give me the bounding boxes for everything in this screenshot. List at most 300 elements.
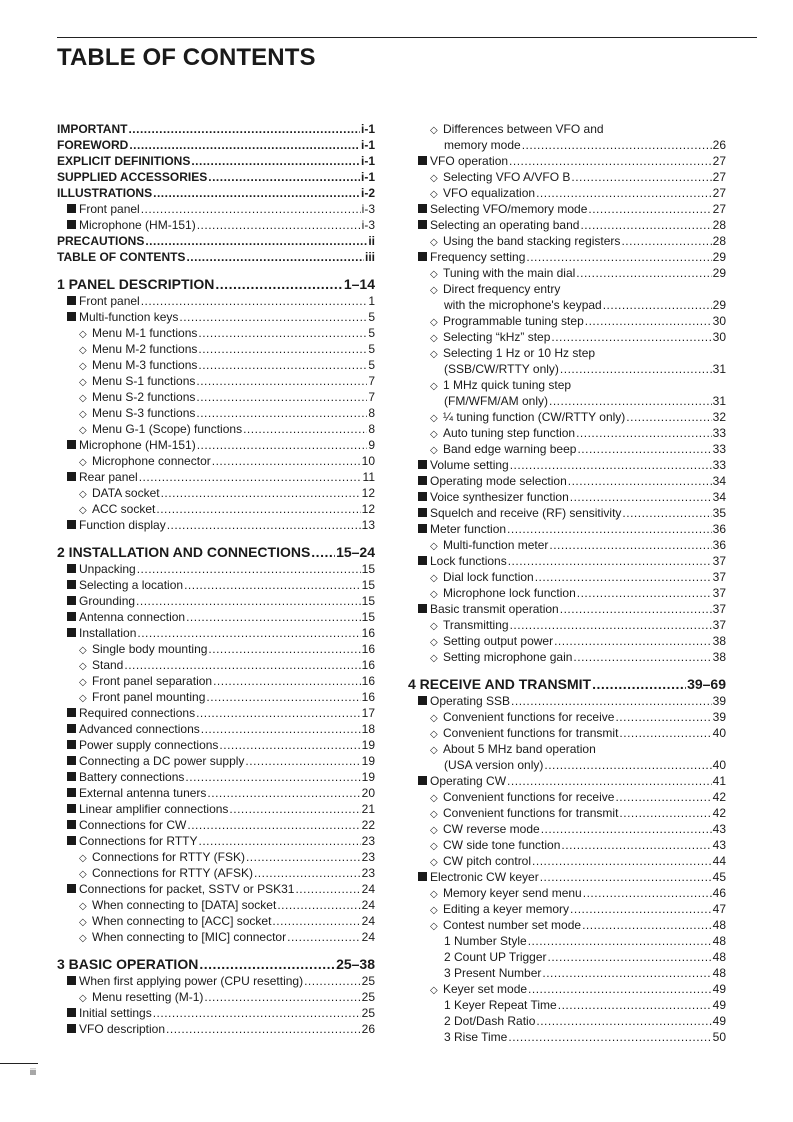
toc-entry-section[interactable] — [57, 817, 375, 833]
toc-entry-section[interactable] — [408, 553, 726, 569]
toc-entry-section[interactable] — [408, 601, 726, 617]
toc-entry-label: Linear amplifier connections — [79, 802, 229, 816]
dot-leader — [243, 421, 367, 437]
toc-entry-label: Connections for CW — [79, 818, 187, 832]
toc-entry-main[interactable] — [57, 185, 375, 201]
toc-entry-subsection[interactable] — [408, 837, 726, 853]
diamond-bullet-icon: ◇ — [79, 917, 87, 928]
toc-entry-subsection[interactable] — [408, 725, 726, 741]
dot-leader — [561, 837, 711, 853]
dot-leader — [245, 753, 360, 769]
toc-entry-label: Microphone (HM-151) — [79, 438, 196, 452]
toc-entry-continuation[interactable] — [408, 757, 726, 773]
toc-entry-section[interactable] — [57, 517, 375, 533]
toc-entry-label: VFO operation — [430, 154, 509, 168]
toc-entry-section[interactable] — [408, 153, 726, 169]
toc-entry-label: When connecting to [ACC] socket — [92, 914, 272, 928]
dot-leader — [560, 361, 712, 377]
dot-leader — [526, 249, 711, 265]
toc-entry-label: 1 PANEL DESCRIPTION — [57, 276, 215, 292]
toc-page-number: 19 — [361, 770, 375, 784]
diamond-bullet-icon: ◇ — [430, 589, 438, 600]
toc-entry-label: Menu S-1 functions — [92, 374, 196, 388]
toc-entry-subsection[interactable] — [57, 405, 375, 421]
toc-entry-label: Meter function — [430, 522, 507, 536]
toc-entry-section[interactable] — [57, 217, 375, 233]
toc-entry-subsection[interactable] — [57, 421, 375, 437]
toc-entry-section[interactable] — [57, 1005, 375, 1021]
toc-entry-label: Selecting 1 Hz or 10 Hz step — [443, 346, 596, 360]
square-bullet-icon — [67, 204, 76, 213]
toc-entry-subsection[interactable] — [408, 917, 726, 933]
toc-entry-main[interactable] — [57, 169, 375, 185]
toc-page-number: 18 — [361, 722, 375, 736]
toc-entry-label: VFO description — [79, 1022, 166, 1036]
toc-entry-label: Transmitting — [443, 618, 509, 632]
toc-page-number: 23 — [361, 834, 375, 848]
toc-column-left — [57, 121, 375, 1037]
toc-entry-subsection[interactable] — [408, 741, 726, 757]
toc-entry-label: 3 Rise Time — [444, 1030, 508, 1044]
toc-page-number: 8 — [368, 422, 375, 436]
dot-leader — [558, 997, 712, 1013]
toc-page-number: 30 — [712, 330, 726, 344]
toc-entry-subsection[interactable] — [408, 121, 726, 137]
toc-entry-label: SUPPLIED ACCESSORIES — [57, 170, 208, 184]
toc-entry-section[interactable] — [57, 737, 375, 753]
dot-leader — [582, 917, 712, 933]
toc-entry-subsection[interactable] — [57, 373, 375, 389]
toc-entry-subsection[interactable] — [57, 641, 375, 657]
dot-leader — [304, 973, 361, 989]
toc-entry-subsection[interactable] — [57, 865, 375, 881]
toc-entry-continuation[interactable] — [408, 933, 726, 949]
toc-entry-label: CW reverse mode — [443, 822, 540, 836]
toc-entry-subsection[interactable] — [408, 901, 726, 917]
square-bullet-icon — [67, 740, 76, 749]
toc-chapter-heading[interactable] — [57, 543, 375, 561]
square-bullet-icon — [67, 788, 76, 797]
toc-page-number: 5 — [368, 326, 375, 340]
toc-entry-label: Microphone (HM-151) — [79, 218, 196, 232]
dot-leader — [592, 675, 686, 693]
toc-entry-label: DATA socket — [92, 486, 160, 500]
dot-leader — [196, 405, 367, 421]
dot-leader — [145, 233, 367, 249]
toc-page-number: 37 — [712, 586, 726, 600]
diamond-bullet-icon: ◇ — [430, 413, 438, 424]
diamond-bullet-icon: ◇ — [79, 329, 87, 340]
toc-entry-label: EXPLICIT DEFINITIONS — [57, 154, 191, 168]
dot-leader — [622, 505, 711, 521]
toc-page-number: 11 — [362, 470, 375, 484]
toc-entry-label: Function display — [79, 518, 166, 532]
square-bullet-icon — [418, 204, 427, 213]
toc-entry-label: 1 MHz quick tuning step — [443, 378, 572, 392]
toc-entry-label: Volume setting — [430, 458, 509, 472]
dot-leader — [536, 1013, 711, 1029]
toc-entry-section[interactable] — [408, 521, 726, 537]
toc-entry-label: Squelch and receive (RF) sensitivity — [430, 506, 622, 520]
toc-entry-section[interactable] — [57, 561, 375, 577]
dot-leader — [198, 341, 367, 357]
toc-entry-subsection[interactable] — [408, 633, 726, 649]
diamond-bullet-icon: ◇ — [430, 621, 438, 632]
toc-entry-continuation[interactable] — [408, 361, 726, 377]
toc-page-number: 23 — [361, 866, 375, 880]
toc-entry-section[interactable] — [57, 625, 375, 641]
dot-leader — [571, 169, 711, 185]
toc-entry-subsection[interactable] — [408, 265, 726, 281]
toc-page-number: 50 — [712, 1030, 726, 1044]
toc-entry-continuation[interactable] — [408, 297, 726, 313]
toc-entry-section[interactable] — [57, 293, 375, 309]
toc-entry-section[interactable] — [57, 1021, 375, 1037]
toc-entry-subsection[interactable] — [57, 913, 375, 929]
toc-page-number: 42 — [712, 806, 726, 820]
toc-entry-subsection[interactable] — [408, 345, 726, 361]
toc-page-number: 48 — [712, 934, 726, 948]
square-bullet-icon — [67, 820, 76, 829]
toc-entry-subsection[interactable] — [408, 537, 726, 553]
toc-page-number: 15 — [361, 594, 375, 608]
toc-page-number: 25 — [361, 990, 375, 1004]
toc-entry-section[interactable] — [57, 769, 375, 785]
toc-page-number: 30 — [712, 314, 726, 328]
dot-leader — [167, 517, 361, 533]
toc-entry-label: Selecting an operating band — [430, 218, 580, 232]
dot-leader — [199, 833, 361, 849]
toc-page-number: 28 — [712, 234, 726, 248]
toc-entry-subsection[interactable] — [57, 453, 375, 469]
diamond-bullet-icon: ◇ — [79, 377, 87, 388]
dot-leader — [191, 153, 360, 169]
toc-entry-subsection[interactable] — [408, 649, 726, 665]
diamond-bullet-icon: ◇ — [79, 489, 87, 500]
diamond-bullet-icon: ◇ — [430, 269, 438, 280]
toc-page-number: i-1 — [360, 122, 375, 136]
toc-entry-label: Setting microphone gain — [443, 650, 573, 664]
toc-entry-main[interactable] — [57, 233, 375, 249]
toc-entry-subsection[interactable] — [408, 885, 726, 901]
toc-entry-label: When first applying power (CPU resetting) — [79, 974, 304, 988]
toc-entry-continuation[interactable] — [408, 1029, 726, 1045]
toc-page-number: 45 — [712, 870, 726, 884]
toc-entry-subsection[interactable] — [57, 989, 375, 1005]
toc-entry-label: Front panel separation — [92, 674, 213, 688]
toc-page-number: 8 — [368, 406, 375, 420]
toc-entry-subsection[interactable] — [408, 709, 726, 725]
diamond-bullet-icon: ◇ — [430, 729, 438, 740]
toc-entry-section[interactable] — [57, 705, 375, 721]
toc-entry-section[interactable] — [57, 881, 375, 897]
toc-entry-label: Dial lock function — [443, 570, 534, 584]
toc-entry-subsection[interactable] — [408, 377, 726, 393]
toc-page-number: 42 — [712, 790, 726, 804]
dot-leader — [137, 561, 361, 577]
toc-entry-subsection[interactable] — [408, 569, 726, 585]
dot-leader — [577, 441, 711, 457]
dot-leader — [528, 933, 712, 949]
toc-page-number: 5 — [368, 358, 375, 372]
toc-entry-section[interactable] — [57, 201, 375, 217]
toc-page-number: 37 — [712, 554, 726, 568]
page-number: iii — [30, 1067, 36, 1077]
toc-page-number: 12 — [361, 502, 375, 516]
toc-entry-subsection[interactable] — [408, 853, 726, 869]
toc-page-number: 19 — [361, 754, 375, 768]
toc-page-number: 24 — [361, 914, 375, 928]
toc-entry-subsection[interactable] — [408, 313, 726, 329]
diamond-bullet-icon: ◇ — [430, 173, 438, 184]
toc-entry-continuation[interactable] — [408, 997, 726, 1013]
toc-entry-main[interactable] — [57, 249, 375, 265]
dot-leader — [548, 949, 712, 965]
dot-leader — [576, 265, 711, 281]
dot-leader — [166, 1021, 361, 1037]
toc-entry-subsection[interactable] — [57, 357, 375, 373]
dot-leader — [551, 329, 711, 345]
dot-leader — [509, 153, 712, 169]
toc-page-number: 37 — [712, 618, 726, 632]
toc-entry-subsection[interactable] — [408, 617, 726, 633]
toc-page-number: 38 — [712, 634, 726, 648]
toc-page-number: 24 — [361, 898, 375, 912]
dot-leader — [560, 601, 712, 617]
toc-page-number: 25 — [361, 1006, 375, 1020]
toc-entry-label: Menu S-3 functions — [92, 406, 196, 420]
toc-entry-label: Connections for packet, SSTV or PSK31 — [79, 882, 295, 896]
toc-entry-subsection[interactable] — [57, 501, 375, 517]
toc-page-number: 39 — [712, 694, 726, 708]
toc-entry-label: Grounding — [79, 594, 136, 608]
dot-leader — [196, 373, 367, 389]
toc-entry-label: Differences between VFO and — [443, 122, 604, 136]
toc-entry-main[interactable] — [57, 137, 375, 153]
toc-entry-section[interactable] — [57, 469, 375, 485]
toc-entry-subsection[interactable] — [57, 849, 375, 865]
toc-entry-section[interactable] — [57, 973, 375, 989]
toc-entry-label: Menu M-1 functions — [92, 326, 198, 340]
toc-entry-label: Lock functions — [430, 554, 507, 568]
toc-entry-main[interactable] — [57, 121, 375, 137]
toc-entry-label: Convenient functions for receive — [443, 710, 615, 724]
toc-entry-subsection[interactable] — [57, 325, 375, 341]
toc-entry-subsection[interactable] — [408, 233, 726, 249]
toc-entry-section[interactable] — [408, 457, 726, 473]
diamond-bullet-icon: ◇ — [79, 901, 87, 912]
toc-entry-subsection[interactable] — [408, 981, 726, 997]
diamond-bullet-icon: ◇ — [430, 653, 438, 664]
toc-entry-section[interactable] — [408, 473, 726, 489]
dot-leader — [128, 121, 360, 137]
toc-page-number: 49 — [712, 982, 726, 996]
toc-entry-label: Microphone lock function — [443, 586, 576, 600]
toc-entry-section[interactable] — [408, 773, 726, 789]
diamond-bullet-icon: ◇ — [430, 825, 438, 836]
diamond-bullet-icon: ◇ — [79, 645, 87, 656]
square-bullet-icon — [67, 440, 76, 449]
square-bullet-icon — [67, 708, 76, 717]
dot-leader — [549, 537, 711, 553]
toc-entry-label: 4 RECEIVE AND TRANSMIT — [408, 676, 592, 692]
toc-entry-subsection[interactable] — [57, 657, 375, 673]
dot-leader — [204, 989, 360, 1005]
toc-entry-continuation[interactable] — [408, 965, 726, 981]
toc-entry-subsection[interactable] — [408, 281, 726, 297]
square-bullet-icon — [67, 596, 76, 605]
toc-entry-label: Initial settings — [79, 1006, 152, 1020]
toc-entry-label: Tuning with the main dial — [443, 266, 576, 280]
square-bullet-icon — [418, 604, 427, 613]
dot-leader — [508, 1029, 711, 1045]
toc-entry-section[interactable] — [57, 753, 375, 769]
toc-page-number: 33 — [712, 426, 726, 440]
toc-entry-label: 2 Count UP Trigger — [444, 950, 547, 964]
toc-page-number: i-3 — [361, 202, 375, 216]
diamond-bullet-icon: ◇ — [430, 125, 438, 136]
toc-entry-label: (FM/WFM/AM only) — [444, 394, 548, 408]
toc-entry-label: 3 BASIC OPERATION — [57, 956, 199, 972]
toc-entry-label: CW pitch control — [443, 854, 532, 868]
toc-page-number: 16 — [361, 674, 375, 688]
dot-leader — [199, 955, 335, 973]
toc-entry-subsection[interactable] — [408, 425, 726, 441]
toc-entry-label: Stand — [92, 658, 124, 672]
toc-entry-section[interactable] — [57, 833, 375, 849]
diamond-bullet-icon: ◇ — [430, 905, 438, 916]
toc-entry-continuation[interactable] — [408, 393, 726, 409]
toc-entry-label: Using the band stacking registers — [443, 234, 621, 248]
dot-leader — [580, 217, 711, 233]
dot-leader — [141, 293, 368, 309]
toc-entry-section[interactable] — [57, 577, 375, 593]
dot-leader — [583, 885, 712, 901]
dot-leader — [585, 313, 712, 329]
toc-entry-label: Front panel — [79, 294, 140, 308]
dot-leader — [187, 817, 360, 833]
toc-page-number: 43 — [712, 822, 726, 836]
dot-leader — [603, 297, 712, 313]
toc-entry-section[interactable] — [57, 785, 375, 801]
toc-entry-subsection[interactable] — [408, 805, 726, 821]
toc-page-number: 33 — [712, 442, 726, 456]
toc-entry-section[interactable] — [408, 693, 726, 709]
toc-entry-section[interactable] — [408, 489, 726, 505]
toc-page-number: 16 — [361, 690, 375, 704]
dot-leader — [139, 469, 362, 485]
toc-entry-section[interactable] — [408, 201, 726, 217]
toc-entry-subsection[interactable] — [408, 329, 726, 345]
toc-entry-label: (SSB/CW/RTTY only) — [444, 362, 559, 376]
toc-entry-continuation[interactable] — [408, 1013, 726, 1029]
toc-entry-label: Operating SSB — [430, 694, 511, 708]
toc-chapter-heading[interactable] — [57, 955, 375, 973]
toc-entry-subsection[interactable] — [57, 485, 375, 501]
toc-entry-subsection[interactable] — [408, 169, 726, 185]
toc-entry-subsection[interactable] — [57, 689, 375, 705]
toc-page-number: 34 — [712, 490, 726, 504]
dot-leader — [277, 897, 360, 913]
toc-page-number: 5 — [368, 342, 375, 356]
toc-entry-section[interactable] — [408, 869, 726, 885]
toc-entry-section[interactable] — [408, 217, 726, 233]
toc-entry-subsection[interactable] — [57, 673, 375, 689]
toc-entry-label: Menu M-2 functions — [92, 342, 198, 356]
toc-page-number: 29 — [712, 266, 726, 280]
diamond-bullet-icon: ◇ — [430, 445, 438, 456]
toc-entry-subsection[interactable] — [408, 585, 726, 601]
toc-page-number: 17 — [361, 706, 375, 720]
toc-entry-section[interactable] — [57, 309, 375, 325]
toc-entry-label: Connections for RTTY (FSK) — [92, 850, 245, 864]
toc-entry-subsection[interactable] — [57, 341, 375, 357]
diamond-bullet-icon: ◇ — [79, 693, 87, 704]
square-bullet-icon — [67, 564, 76, 573]
toc-page-number: 25–38 — [336, 956, 375, 972]
square-bullet-icon — [418, 872, 427, 881]
square-bullet-icon — [418, 524, 427, 533]
toc-page-number: 27 — [712, 186, 726, 200]
toc-entry-subsection[interactable] — [408, 789, 726, 805]
toc-entry-subsection[interactable] — [408, 409, 726, 425]
dot-leader — [507, 773, 712, 789]
dot-leader — [508, 553, 712, 569]
toc-entry-section[interactable] — [57, 721, 375, 737]
square-bullet-icon — [418, 476, 427, 485]
toc-entry-continuation[interactable] — [408, 949, 726, 965]
toc-page-number: 21 — [361, 802, 375, 816]
toc-page-number: 7 — [368, 390, 375, 404]
toc-entry-subsection[interactable] — [57, 897, 375, 913]
toc-entry-continuation[interactable] — [408, 137, 726, 153]
toc-entry-label: Front panel — [79, 202, 140, 216]
toc-entry-label: ¼ tuning function (CW/RTTY only) — [443, 410, 626, 424]
toc-entry-subsection[interactable] — [408, 441, 726, 457]
toc-page-number: 26 — [712, 138, 726, 152]
toc-chapter-heading[interactable] — [57, 275, 375, 293]
toc-entry-section[interactable] — [408, 505, 726, 521]
dot-leader — [206, 689, 360, 705]
toc-entry-label: 3 Present Number — [444, 966, 542, 980]
toc-entry-main[interactable] — [57, 153, 375, 169]
square-bullet-icon — [67, 1008, 76, 1017]
toc-entry-subsection[interactable] — [57, 389, 375, 405]
toc-entry-subsection[interactable] — [408, 821, 726, 837]
toc-entry-label: PRECAUTIONS — [57, 234, 145, 248]
toc-entry-subsection[interactable] — [408, 185, 726, 201]
toc-entry-section[interactable] — [57, 609, 375, 625]
toc-entry-section[interactable] — [408, 249, 726, 265]
toc-page-number: 32 — [712, 410, 726, 424]
toc-entry-label: Menu M-3 functions — [92, 358, 198, 372]
toc-page-number: 16 — [361, 658, 375, 672]
toc-entry-label: Basic transmit operation — [430, 602, 559, 616]
square-bullet-icon — [67, 296, 76, 305]
diamond-bullet-icon: ◇ — [430, 857, 438, 868]
dot-leader — [619, 725, 711, 741]
toc-entry-section[interactable] — [57, 801, 375, 817]
toc-entry-section[interactable] — [57, 593, 375, 609]
toc-chapter-heading[interactable] — [408, 675, 726, 693]
toc-entry-label: TABLE OF CONTENTS — [57, 250, 186, 264]
toc-entry-label: About 5 MHz band operation — [443, 742, 596, 756]
toc-page-number: 41 — [712, 774, 726, 788]
toc-entry-subsection[interactable] — [57, 929, 375, 945]
dot-leader — [615, 789, 711, 805]
toc-entry-section[interactable] — [57, 437, 375, 453]
diamond-bullet-icon: ◇ — [430, 189, 438, 200]
